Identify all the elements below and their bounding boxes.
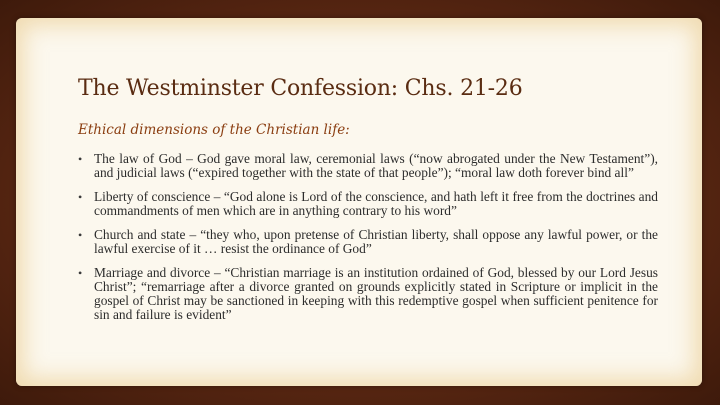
bullet-item-law-of-god [78,152,658,180]
bullet-text: The law of God – God gave moral law, ceremonial laws (“now abrogated under the New Testament”), and judicial laws (“expired together with the state of that people”); “moral law doth forever bind all” [94,151,658,180]
slide-title: The Westminster Confession: Chs. 21-26 [78,76,523,101]
bullet-icon: • [78,266,83,280]
bullet-text: Liberty of conscience – “God alone is Lord of the conscience, and hath left it free from the doctrines and commandments of men which are in anything contrary to his word” [94,189,658,218]
slide-subtitle: Ethical dimensions of the Christian life: [78,122,350,138]
bullet-icon: • [78,228,83,242]
bullet-icon: • [78,152,83,166]
bullet-item-church-and-state [78,228,658,256]
bullet-item-marriage-and-divorce [78,266,658,322]
bullet-text: Marriage and divorce – “Christian marriage is an institution ordained of God, blessed by our Lord Jesus Christ”; “remarriage after a divorce granted on grounds explicitly stated in Scripture or implicit in the gospel of Christ may be sanctioned in keeping with this redemptive gospel when sufficient penitence for sin and failure is evident” [94,265,658,322]
bullet-list [78,152,658,332]
slide [16,18,702,386]
bullet-icon: • [78,190,83,204]
bullet-item-liberty-of-conscience [78,190,658,218]
bullet-text: Church and state – “they who, upon pretense of Christian liberty, shall oppose any lawful power, or the lawful exercise of it … resist the ordinance of God” [94,227,658,256]
